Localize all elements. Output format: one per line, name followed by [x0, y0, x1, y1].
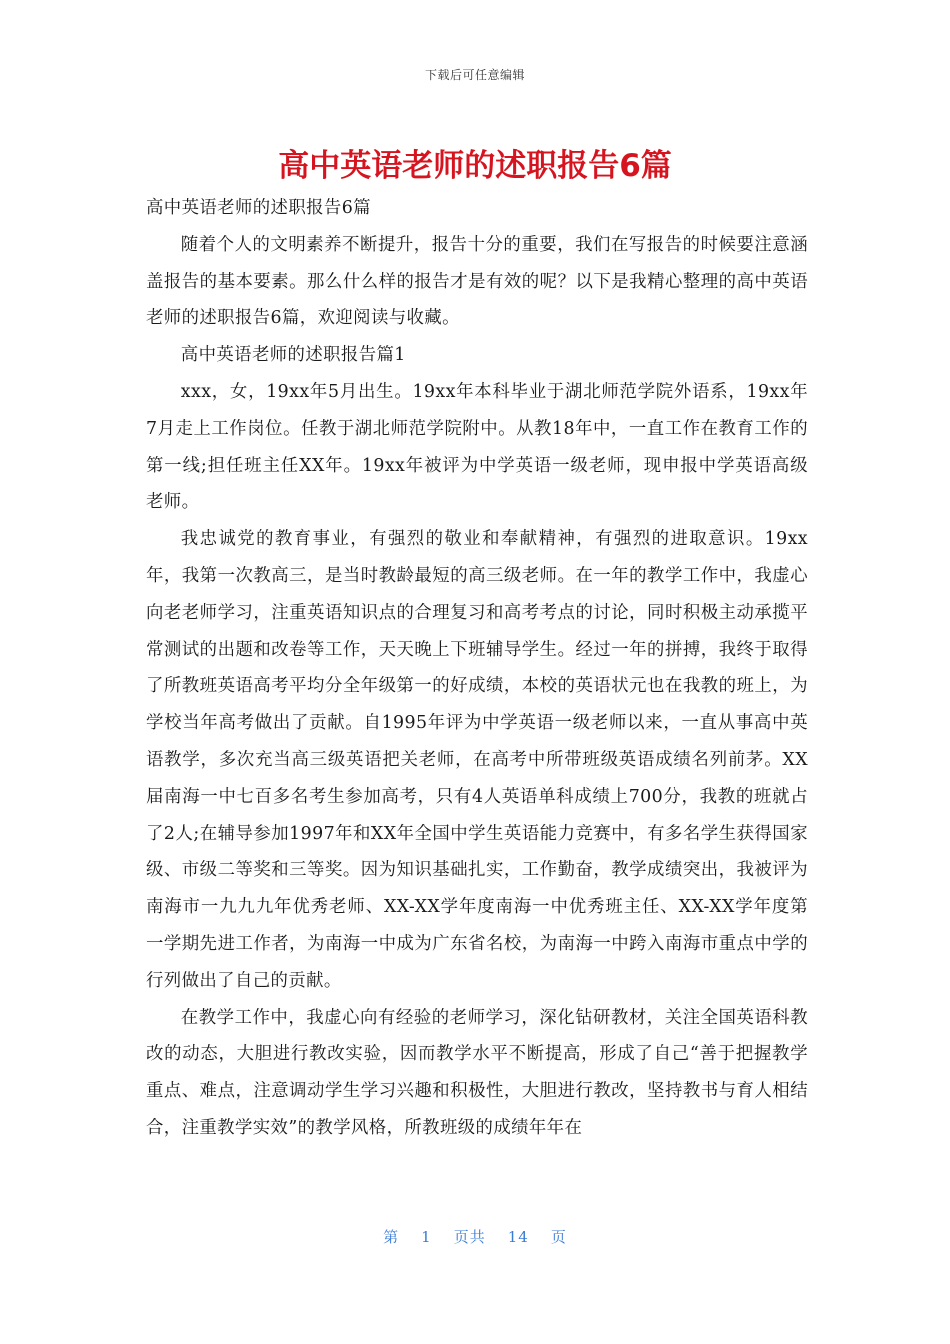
footer-page-current: 1	[421, 1228, 432, 1246]
document-subtitle: 高中英语老师的述职报告6篇	[146, 198, 371, 218]
footer-page-suffix: 页	[550, 1228, 567, 1246]
paragraph-profile: xxx，女，19xx年5月出生。19xx年本科毕业于湖北师范学院外语系，19xx年7月走上工作岗位。任教于湖北师范学院附中。从教18年中，一直工作在教育工作的第一线;担任班主任XX年。19xx年被评为中学英语一级老师，现申报中学英语高级老师。	[146, 381, 808, 513]
page-footer	[0, 1226, 950, 1247]
footer-page-prefix: 第	[383, 1228, 400, 1246]
footer-page-total: 14	[507, 1228, 529, 1246]
paragraph-achievements: 我忠诚党的教育事业，有强烈的敬业和奉献精神，有强烈的进取意识。19xx年，我第一次教高三，是当时教龄最短的高三级老师。在一年的教学工作中，我虚心向老老师学习，注重英语知识点的合理复习和高考考点的讨论，同时积极主动承揽平常测试的出题和改卷等工作，天天晚上下班辅导学生。经过一年的拼搏，我终于取得了所教班英语高考平均分全年级第一的好成绩，本校的英语状元也在我教的班上，为学校当年高考做出了贡献。自1995年评为中学英语一级老师以来，一直从事高中英语教学，多次充当高三级英语把关老师，在高考中所带班级英语成绩名列前茅。XX届南海一中七百多名考生参加高考，只有4人英语单科成绩上700分，我教的班就占了2人;在辅导参加1997年和XX年全国中学生英语能力竞赛中，有多名学生获得国家级、市级二等奖和三等奖。因为知识基础扎实，工作勤奋，教学成绩突出，我被评为南海市一九九九年优秀老师、XX-XX学年度南海一中优秀班主任、XX-XX学年度第一学期先进工作者，为南海一中成为广东省名校，为南海一中跨入南海市重点中学的行列做出了自己的贡献。	[146, 529, 808, 991]
page-header-note: 下载后可任意编辑	[424, 68, 525, 82]
document-body	[146, 190, 808, 1147]
paragraph-intro: 随着个人的文明素养不断提升，报告十分的重要，我们在写报告的时候要注意涵盖报告的基本要素。那么什么样的报告才是有效的呢？以下是我精心整理的高中英语老师的述职报告6篇，欢迎阅读与收藏。	[146, 234, 808, 329]
section-heading: 高中英语老师的述职报告篇1	[180, 345, 406, 366]
paragraph-teaching: 在教学工作中，我虚心向有经验的老师学习，深化钻研教材，关注全国英语科教改的动态，大胆进行教改实验，因而教学水平不断提高，形成了自己“善于把握教学重点、难点，注意调动学生学习兴趣和积极性，大胆进行教改，坚持教书与育人相结合，注重教学实效”的教学风格，所教班级的成绩年年在	[146, 1007, 808, 1138]
document-title: 高中英语老师的述职报告6篇	[278, 148, 672, 184]
footer-page-middle: 页共	[453, 1228, 486, 1246]
